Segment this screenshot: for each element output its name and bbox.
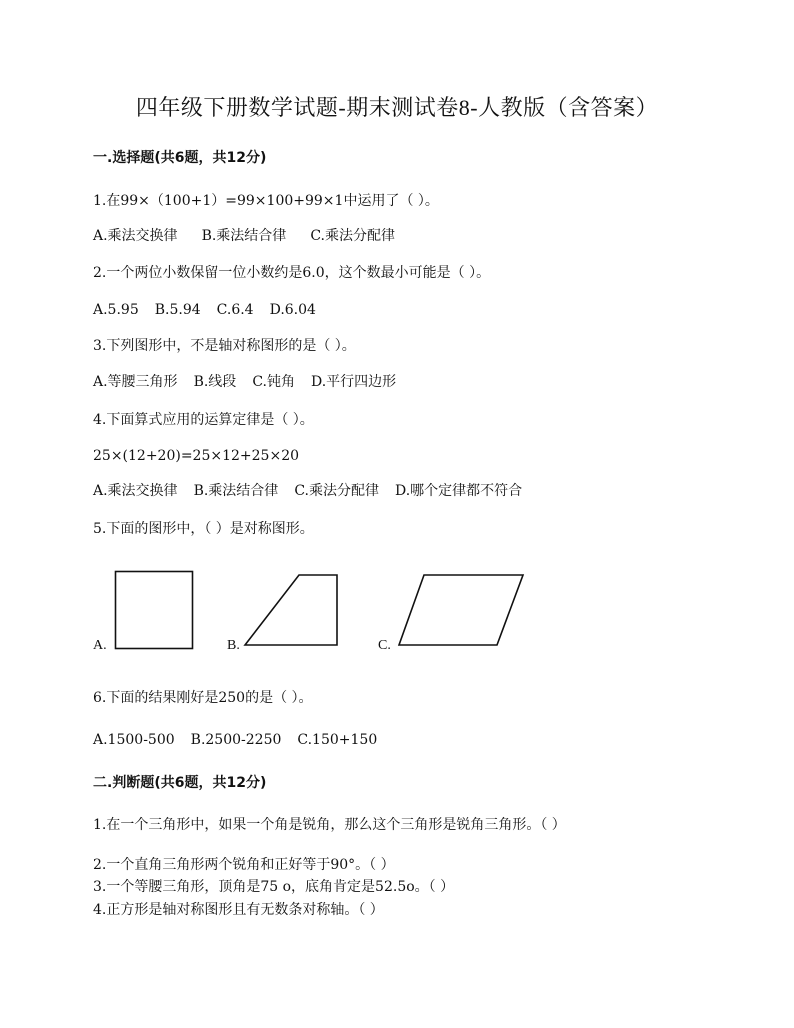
question-1-text: 1.在99×（100+1）=99×100+99×1中运用了（ ）。 [93, 193, 439, 209]
judgment-4-text: 4.正方形是轴对称图形且有无数条对称轴。（ ） [93, 902, 384, 918]
q6-option-a: A.1500-500 [93, 732, 175, 748]
question-6-text: 6.下面的结果刚好是250的是（ ）。 [93, 690, 313, 706]
judgment-1-text: 1.在一个三角形中，如果一个角是锐角，那么这个三角形是锐角三角形。（ ） [93, 817, 566, 833]
question-1-options [93, 228, 764, 244]
parallelogram-icon [397, 573, 525, 647]
q1-option-c: C.乘法分配律 [310, 228, 395, 244]
q3-option-b: B.线段 [193, 374, 237, 390]
figure-label-b: B. [227, 638, 240, 653]
question-5-text: 5.下面的图形中，（ ）是对称图形。 [93, 521, 314, 537]
question-6-options [93, 732, 764, 748]
question-4-text: 4.下面算式应用的运算定律是（ ）。 [93, 412, 314, 428]
q6-option-c: C.150+150 [297, 732, 378, 748]
q4-option-a: A.乘法交换律 [93, 483, 178, 499]
q4-option-c: C.乘法分配律 [294, 483, 379, 499]
q2-option-a: A.5.95 [93, 302, 139, 318]
square-icon [114, 570, 196, 652]
question-3-text: 3.下列图形中，不是轴对称图形的是（ ）。 [93, 338, 356, 354]
judgment-2-text: 2.一个直角三角形两个锐角和正好等于90°。（ ） [93, 857, 395, 873]
figure-label-a: A. [93, 638, 107, 653]
trapezoid-icon [243, 573, 339, 647]
q2-option-b: B.5.94 [154, 302, 201, 318]
question-3-options [93, 374, 764, 390]
page-title: 四年级下册数学试题-期末测试卷8-人教版（含答案） [135, 95, 659, 120]
question-2-text: 2.一个两位小数保留一位小数约是6.0，这个数最小可能是（ ）。 [93, 265, 491, 281]
q3-option-a: A.等腰三角形 [93, 374, 178, 390]
q4-option-d: D.哪个定律都不符合 [394, 483, 523, 499]
q1-option-b: B.乘法结合律 [201, 228, 287, 244]
q2-option-c: C.6.4 [216, 302, 254, 318]
q3-option-c: C.钝角 [252, 374, 295, 390]
q1-option-a: A.乘法交换律 [93, 228, 178, 244]
q6-option-b: B.2500-2250 [190, 732, 282, 748]
figure-label-c: C. [378, 638, 391, 653]
judgment-3-text: 3.一个等腰三角形，顶角是75 o，底角肯定是52.5o。（ ） [93, 879, 455, 895]
section-heading-choice: 一.选择题(共6题，共12分) [93, 150, 267, 166]
question-4-formula: 25×(12+20)=25×12+25×20 [93, 448, 300, 464]
section-heading-judgment: 二.判断题(共6题，共12分) [93, 775, 267, 791]
q3-option-d: D.平行四边形 [310, 374, 397, 390]
q4-option-b: B.乘法结合律 [193, 483, 279, 499]
question-4-options [93, 483, 764, 499]
q2-option-d: D.6.04 [269, 302, 316, 318]
question-2-options [93, 302, 764, 318]
